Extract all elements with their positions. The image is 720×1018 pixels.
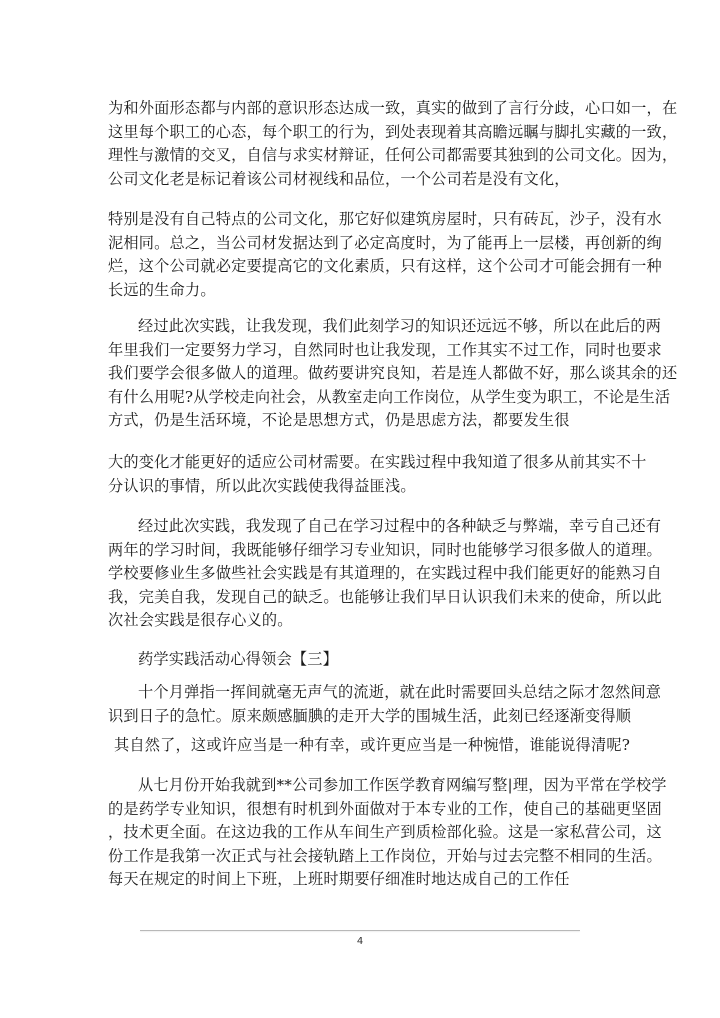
text-line: 有什么用呢?从学校走向社会，从教室走向工作岗位，从学生变为职工，不论是生活 [108, 387, 671, 406]
paragraph-7 [108, 734, 631, 758]
text-line: 特别是没有自己特点的公司文化，那它好似建筑房屋时，只有砖瓦，沙子，没有水 [108, 210, 662, 228]
text-line: 两年的学习时间，我既能够仔细学习专业知识，同时也能够学习很多做人的道理。 [108, 540, 662, 559]
text-line: 我们要学会很多做人的道理。做药要讲究良知，若是连人都做不好，那么谈其余的还 [108, 364, 678, 382]
text-line: 十个月弹指一挥间就毫无声气的流逝，就在此时需要回头总结之际才忽然间意 [138, 683, 662, 701]
paragraph-1 [108, 97, 678, 191]
page-number: 4 [356, 936, 364, 947]
heading-text: 药学实践活动心得领会【三】 [138, 650, 339, 668]
text-line: 这里每个职工的心态，每个职工的行为，到处表现着其高瞻远瞩与脚扎实藏的一致， [108, 122, 678, 141]
section-heading [108, 648, 628, 672]
paragraph-6 [108, 681, 662, 728]
text-line: ，技术更全面。在这边我的工作从车间生产到质检部化验。这是一家私营公司，这 [108, 823, 662, 841]
text-line: 年里我们一定要努力学习，自然同时也让我发现，工作其实不过工作，同时也要求 [108, 340, 662, 359]
text-line: 学校要修业生多做些社会实践是有其道理的，在实践过程中我们能更好的能熟习自 [108, 564, 662, 582]
paragraph-2 [108, 208, 662, 302]
text-line: 我，完美自我，发现自己的缺乏。也能够让我们早日认识我们未来的使命，所以此 [108, 587, 662, 606]
text-line: 从七月份开始我就到**公司参加工作医学教育网编写整|理，因为平常在学校学 [138, 776, 667, 794]
text-line: 每天在规定的时间上下班，上班时期要仔细准时地达成自己的工作任 [108, 870, 570, 888]
text-line: 的是药学专业知识，很想有时机到外面做对于本专业的工作，使自己的基础更坚固 [108, 799, 662, 818]
paragraph-5 [108, 515, 662, 633]
text-line: 分认识的事情，所以此次实践使我得益匪浅。 [108, 476, 416, 495]
text-line: 泥相同。总之，当公司材发据达到了必定高度时，为了能再上一层楼，再创新的绚 [108, 233, 662, 252]
footer-divider [140, 930, 580, 931]
text-line: 公司文化老是标记着该公司材视线和品位，一个公司若是没有文化， [108, 169, 570, 188]
text-line: 为和外面形态都与内部的意识形态达成一致，真实的做到了言行分歧，心口如一，在 [108, 99, 678, 117]
text-line: 烂，这个公司就必定要提高它的文化素质，只有这样，这个公司才可能会拥有一种 [108, 257, 662, 275]
text-line: 其自然了，这或许应当是一种有幸，或许更应当是一种惋惜，谁能说得清呢? [114, 736, 631, 754]
paragraph-3 [108, 315, 678, 433]
paragraph-4 [108, 451, 647, 498]
text-line: 大的变化才能更好的适应公司材需要。在实践过程中我知道了很多从前其实不十 [108, 453, 647, 471]
text-line: 经过此次实践，让我发现，我们此刻学习的知识还远远不够，所以在此后的两 [138, 317, 662, 335]
paragraph-8 [108, 774, 667, 892]
text-line: 次社会实践是很存心义的。 [108, 611, 293, 629]
text-line: 长远的生命力。 [108, 280, 216, 299]
text-line: 识到日子的急忙。原来颇感腼腆的走开大学的围城生活，此刻已经逐渐变得顺 [108, 706, 632, 725]
text-line: 理性与激情的交叉，自信与求实材辩证，任何公司都需要其独到的公司文化。因为， [108, 146, 678, 164]
text-line: 份工作是我第一次正式与社会接轨踏上工作岗位，开始与过去完整不相同的生活。 [108, 846, 662, 865]
text-line: 经过此次实践，我发现了自己在学习过程中的各种缺乏与弊端，幸亏自己还有 [138, 517, 662, 535]
text-line: 方式，仍是生活环境，不论是思想方式，仍是思虑方法，都要发生很 [108, 411, 570, 429]
